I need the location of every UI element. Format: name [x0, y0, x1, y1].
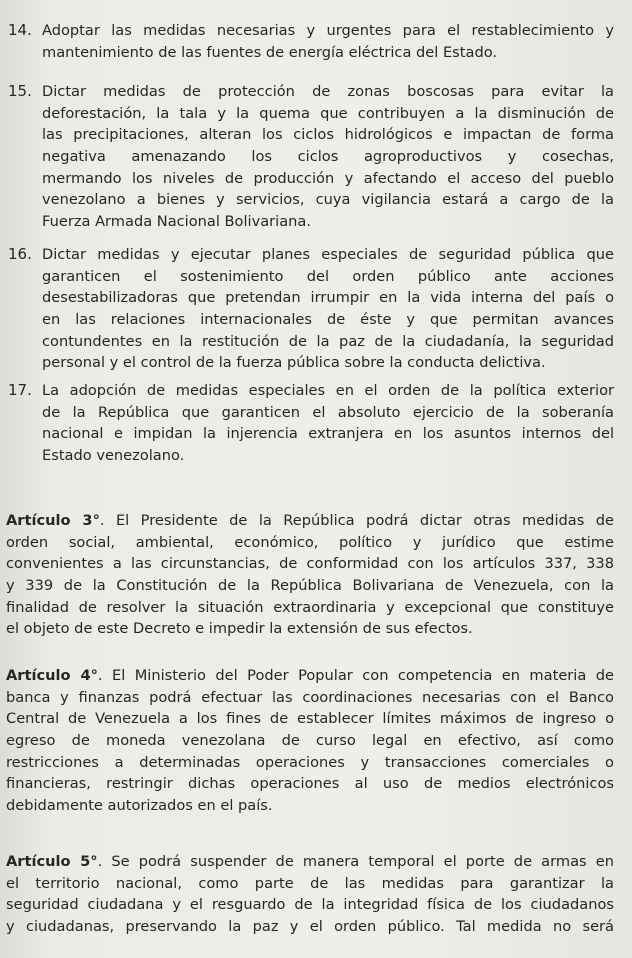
text-line: Dictar medidas de protección de zonas boscosas para evitar la [42, 83, 614, 100]
text-line: restricciones a determinadas operaciones y transacciones comerciales o [6, 753, 614, 771]
list-item [0, 81, 632, 233]
text-line: orden social, ambiental, económico, político y jurídico que estime [6, 533, 614, 551]
text-line: egreso de moneda venezolana de curso legal en efectivo, así como [6, 732, 614, 750]
text-line: convenientes a las circunstancias, de conformidad con los artículos 337, 338 [6, 555, 614, 573]
list-item [0, 244, 632, 374]
text-line: finalidad de resolver la situación extraordinaria y excepcional que constituye [6, 598, 614, 616]
text-line [6, 510, 614, 532]
text-line: de la República que garanticen el absoluto ejercicio de la soberanía [42, 403, 614, 421]
text-line: banca y finanzas podrá efectuar las coordinaciones necesarias con el Banco [6, 688, 614, 706]
text-line: Estado venezolano. [42, 447, 185, 465]
text-line: Central de Venezuela a los fines de establecer límites máximos de ingreso o [6, 710, 614, 728]
text-line: Dictar medidas y ejecutar planes especiales de seguridad pública que [42, 246, 614, 263]
text-line: Fuerza Armada Nacional Bolivariana. [42, 213, 312, 231]
text-line: las precipitaciones, alteran los ciclos hidrológicos e impactan de forma [42, 126, 614, 144]
article-paragraph [0, 851, 632, 938]
text-line: mermando los niveles de producción y afectando el acceso del pueblo [42, 169, 614, 187]
text-line: nacional e impidan la injerencia extranjera en los asuntos internos del [42, 425, 614, 443]
item-number: 15. [8, 82, 32, 100]
article-paragraph [0, 665, 632, 817]
list-item [0, 20, 632, 63]
text-line: debidamente autorizados en el país. [6, 797, 273, 815]
text-line: garanticen el sostenimiento del orden público ante acciones [42, 267, 614, 285]
article-heading: Artículo 5° [6, 853, 98, 870]
text-line: negativa amenazando los ciclos agroproductivos y cosechas, [42, 148, 614, 166]
text-line: seguridad ciudadana y el resguardo de la integridad física de los ciudadanos [6, 896, 614, 914]
text-line: el objeto de este Decreto e impedir la extensión de sus efectos. [6, 620, 473, 638]
text-line: mantenimiento de las fuentes de energía eléctrica del Estado. [42, 43, 498, 61]
article-paragraph [0, 510, 632, 640]
text-line: personal y el control de la fuerza pública sobre la conducta delictiva. [42, 354, 546, 372]
text-line: deforestación, la tala y la quema que contribuyen a la disminución de [42, 104, 614, 122]
text-line: Adoptar las medidas necesarias y urgentes para el restablecimiento y [42, 22, 614, 39]
text-line: La adopción de medidas especiales en el orden de la política exterior [42, 382, 614, 399]
text-line: contundentes en la restitución de la paz de la ciudadanía, la seguridad [42, 332, 614, 350]
text-line [6, 851, 614, 873]
item-number: 17. [8, 381, 32, 399]
text-line: en las relaciones internacionales de éste y que permitan avances [42, 311, 614, 329]
article-text: . Se podrá suspender de manera temporal el porte de armas en [97, 853, 614, 870]
text-line: financieras, restringir dichas operaciones al uso de medios electrónicos [6, 775, 614, 793]
text-line: y ciudadanas, preservando la paz y el orden público. Tal medida no será [6, 918, 614, 936]
article-heading: Artículo 3° [6, 512, 100, 529]
list-item [0, 380, 632, 467]
article-text: . El Presidente de la República podrá dictar otras medidas de [99, 512, 614, 529]
article-heading: Artículo 4° [6, 667, 98, 684]
text-line: y 339 de la Constitución de la República Bolivariana de Venezuela, con la [6, 577, 614, 595]
article-text: . El Ministerio del Poder Popular con competencia en materia de [97, 667, 614, 684]
item-number: 16. [8, 245, 32, 263]
text-line: el territorio nacional, como parte de las medidas para garantizar la [6, 874, 614, 892]
text-line: venezolano a bienes y servicios, cuya vigilancia estará a cargo de la [42, 191, 614, 209]
item-number: 14. [8, 21, 32, 39]
text-line: desestabilizadoras que pretendan irrumpir en la vida interna del país o [42, 289, 614, 307]
text-line [6, 665, 614, 687]
